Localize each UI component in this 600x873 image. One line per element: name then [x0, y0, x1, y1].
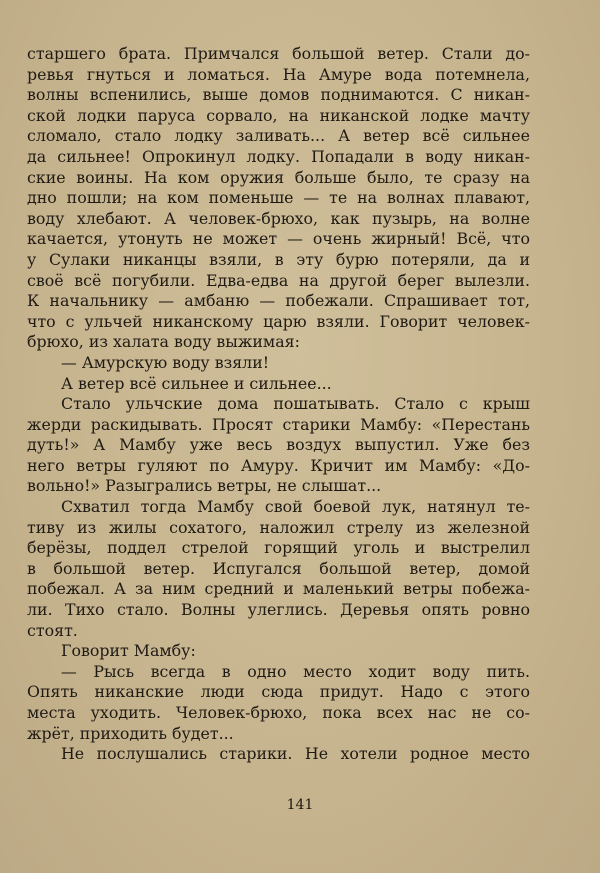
text-line: места уходить. Человек-брюхо, пока всех нас не со-	[27, 703, 530, 722]
text-line: ли. Тихо стало. Волны улеглись. Деревья опять ровно	[27, 600, 530, 620]
text-line: волны вспенились, выше домов поднимаются. С никан-	[27, 85, 530, 105]
text-line: жерди раскидывать. Просят старики Мамбу: «Перестань	[27, 414, 530, 434]
text-line: ской лодки паруса сорвало, на никанской лодке мачту	[27, 105, 530, 125]
text-line: что с ульчей никанскому царю взяли. Говорит человек-	[27, 311, 530, 331]
text-line: жрёт, приходить будет...	[27, 723, 234, 743]
text-line: качается, утонуть не может — очень жирный! Всё, что	[27, 229, 530, 249]
text-line: в большой ветер. Испугался большой ветер, домой	[27, 558, 530, 578]
text-line: Говорит Мамбу:	[61, 641, 196, 661]
text-line: дуть!» А Мамбу уже весь воздух выпустил. Уже без	[27, 435, 530, 455]
text-line: Стало ульчские дома пошатывать. Стало с крыш	[61, 394, 530, 414]
body-text	[27, 44, 530, 765]
text-line: вольно!» Разыгрались ветры, не слышат...	[27, 476, 382, 496]
text-line: Не послушались старики. Не хотели родное место	[61, 744, 530, 764]
text-line: у Сулаки никанцы взяли, в эту бурю потеряли, да и	[27, 249, 530, 269]
text-line: сломало, стало лодку заливать... А ветер всё сильнее	[27, 126, 530, 146]
text-line: старшего брата. Примчался большой ветер. Стали до-	[27, 44, 530, 63]
text-line: — Амурскую воду взяли!	[61, 352, 270, 372]
text-line: побежал. А за ним средний и маленький ветры побежа-	[27, 579, 530, 599]
text-line: — Рысь всегда в одно место ходит воду пить.	[61, 661, 530, 681]
text-line: да сильнее! Опрокинул лодку. Попадали в воду никан-	[27, 146, 530, 166]
text-line: Схватил тогда Мамбу свой боевой лук, натянул те-	[61, 497, 530, 517]
text-line: берёзы, поддел стрелой горящий уголь и выстрелил	[27, 538, 530, 558]
text-line: брюхо, из халата воду выжимая:	[27, 332, 300, 352]
text-line: стоят.	[27, 620, 78, 640]
text-line: К начальнику — амбаню — побежали. Спрашивает тот,	[27, 291, 530, 311]
text-line: него ветры гуляют по Амуру. Кричит им Мамбу: «До-	[27, 455, 530, 475]
text-line: своё всё погубили. Едва-едва на другой берег вылезли.	[27, 270, 530, 290]
text-line: воду хлебают. А человек-брюхо, как пузырь, на волне	[27, 208, 530, 228]
text-line: ские воины. На ком оружия больше было, те сразу на	[27, 167, 530, 187]
text-line: ревья гнуться и ломаться. На Амуре вода потемнела,	[27, 64, 530, 84]
page-number: 141	[286, 797, 314, 813]
text-line: дно пошли; на ком поменьше — те на волнах плавают,	[27, 188, 530, 208]
text-line: А ветер всё сильнее и сильнее...	[61, 373, 332, 393]
text-line: тиву из жилы сохатого, наложил стрелу из железной	[27, 517, 530, 537]
text-line: Опять никанские люди сюда придут. Надо с этого	[27, 682, 530, 702]
